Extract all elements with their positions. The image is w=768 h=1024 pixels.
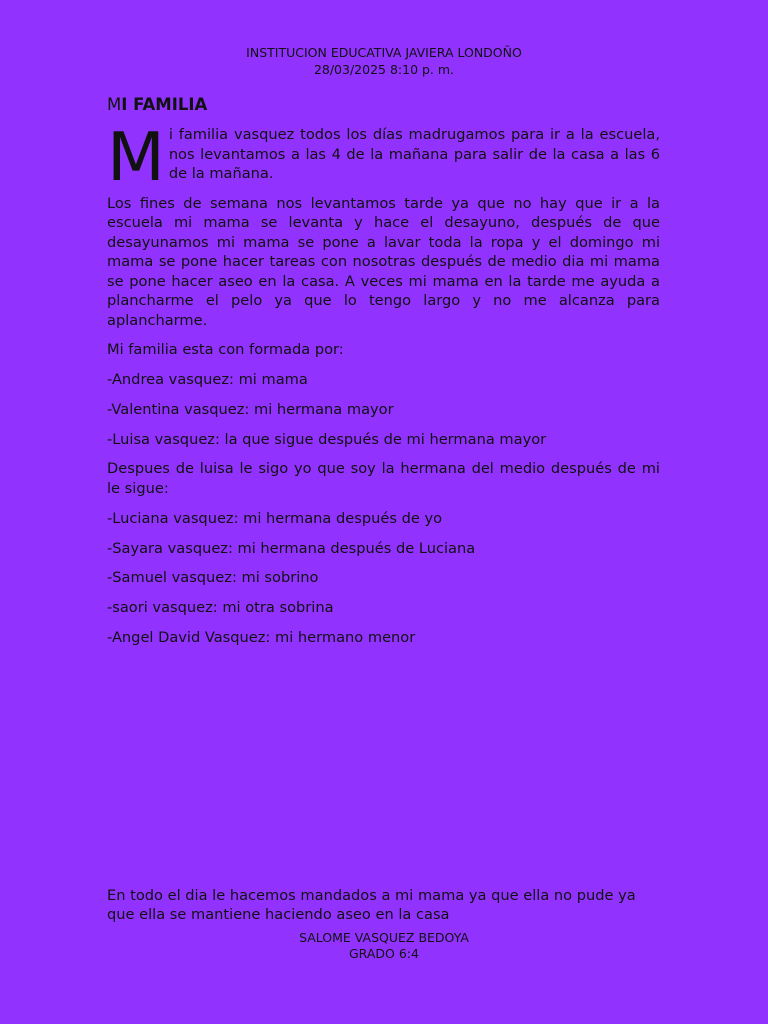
author-grade: GRADO 6:4 [349, 946, 419, 961]
document-body [107, 94, 660, 658]
family-member-item: -saori vasquez: mi otra sobrina [107, 599, 334, 617]
intro-text: i familia vasquez todos los días madrugamos para ir a la escuela, nos levantamos a las 4 de la mañana para salir de la casa a las 6 de la mañana. [168, 126, 660, 182]
institution-name: INSTITUCION EDUCATIVA JAVIERA LONDOÑO [246, 45, 522, 60]
family-member-item: -Luciana vasquez: mi hermana después de yo [107, 509, 443, 527]
title-rest: I FAMILIA [121, 95, 208, 114]
intro-paragraph [107, 118, 660, 196]
document-datetime: 28/03/2025 8:10 p. m. [313, 62, 455, 77]
title-first-letter: M [107, 95, 122, 114]
closing-paragraph: En todo el dia le hacemos mandados a mi mama ya que ella no pude ya que ella se mantiene haciendo aseo en la casa [107, 886, 636, 924]
paragraph-middle-sister: Despues de luisa le sigo yo que soy la hermana del medio después de mi le sigue: [107, 460, 660, 497]
family-member-item: -Angel David Vasquez: mi hermano menor [107, 628, 416, 646]
document-header [0, 44, 768, 78]
author-name: SALOME VASQUEZ BEDOYA [299, 930, 469, 945]
family-member-item: -Sayara vasquez: mi hermana después de Luciana [107, 539, 476, 557]
paragraph-weekend: Los fines de semana nos levantamos tarde ya que no hay que ir a la escuela mi mama se levanta y hace el desayuno, después de que desayunamos mi mama se pone a lavar toda la ropa y el domingo mi mama se pone hacer tareas con nosotras después de medio dia mi mama se pone hacer aseo en la casa. A veces mi mama en la tarde me ayuda a plancharme el pelo ya que lo tengo largo y no me alcanza para aplancharme. [107, 194, 660, 329]
family-member-item: -Luisa vasquez: la que sigue después de mi hermana mayor [107, 430, 547, 448]
drop-cap-letter: M [107, 118, 165, 196]
family-member-item: -Andrea vasquez: mi mama [107, 371, 308, 389]
family-member-item: -Samuel vasquez: mi sobrino [107, 569, 319, 587]
family-member-item: -Valentina vasquez: mi hermana mayor [107, 400, 394, 418]
document-title [107, 94, 660, 116]
paragraph-family-intro: Mi familia esta con formada por: [107, 341, 344, 359]
document-footer [0, 930, 768, 962]
